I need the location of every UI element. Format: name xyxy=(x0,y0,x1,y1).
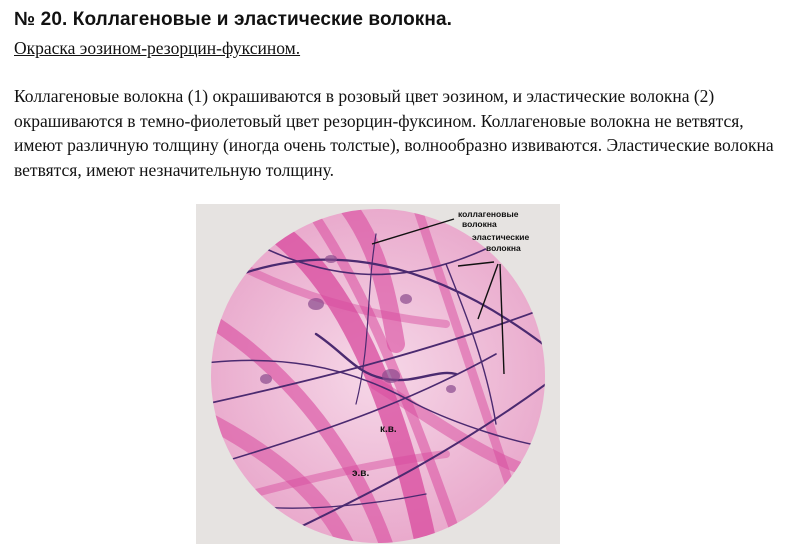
page-subtitle: Окраска эозином-резорцин-фуксином. xyxy=(14,38,301,58)
marker-collagen-fiber: к.в. xyxy=(380,424,397,435)
label-elastic-line2: волокна xyxy=(486,243,521,253)
description-paragraph: Коллагеновые волокна (1) окрашиваются в розовый цвет эозином, и эластические волокна (2) окрашиваются в темно-фиолетовый цвет резорцин-фуксином. Коллагеновые волокна не ветвятся, имеют различную толщину (иногда очень толстые), волнообразно извиваются. Эластические волокна ветвятся, имеют незначительную толщину. xyxy=(14,86,774,180)
micrograph-svg xyxy=(196,204,560,544)
label-collagen-line2: волокна xyxy=(462,219,497,229)
label-elastic-line1: эластические xyxy=(472,232,530,242)
micrograph-figure xyxy=(196,204,560,544)
label-collagen-line1: коллагеновые xyxy=(458,209,519,219)
page-title: № 20. Коллагеновые и эластические волокна. xyxy=(14,9,453,30)
marker-elastic-fiber: э.в. xyxy=(352,468,370,479)
